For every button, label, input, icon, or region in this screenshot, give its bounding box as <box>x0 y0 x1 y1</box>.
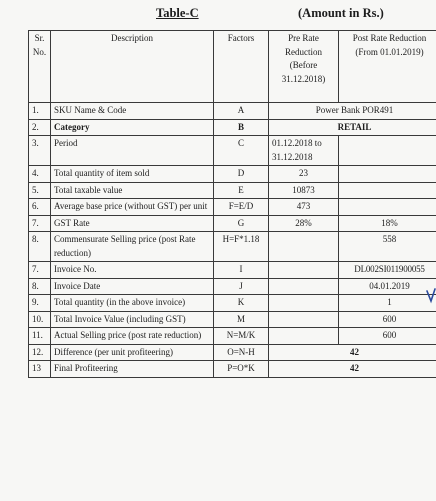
pre-value-cell <box>269 278 339 295</box>
pre-value-cell <box>269 232 339 262</box>
description-cell: Invoice Date <box>51 278 214 295</box>
table-row <box>29 182 436 199</box>
pre-value-cell <box>269 262 339 279</box>
factor-cell: M <box>214 311 269 328</box>
factor-cell: I <box>214 262 269 279</box>
factor-cell: C <box>214 136 269 166</box>
sr-cell: 7. <box>29 262 51 279</box>
sr-cell: 2. <box>29 119 51 136</box>
header-sr: Sr. No. <box>29 31 51 103</box>
factor-cell: J <box>214 278 269 295</box>
pre-value-cell <box>269 328 339 345</box>
header-description: Description <box>51 31 214 103</box>
pre-value-cell: 01.12.2018 to 31.12.2018 <box>269 136 339 166</box>
table-row <box>29 328 436 345</box>
sr-cell: 6. <box>29 199 51 216</box>
table-row <box>29 215 436 232</box>
factor-cell: O=N-H <box>214 344 269 361</box>
merged-value-cell: 42 <box>269 344 436 361</box>
description-cell: GST Rate <box>51 215 214 232</box>
merged-value-cell: Power Bank POR491 <box>269 103 436 120</box>
table-row <box>29 278 436 295</box>
post-value-cell: 600 <box>339 328 436 345</box>
post-value-cell: 1 <box>339 295 436 312</box>
description-cell: Final Profiteering <box>51 361 214 378</box>
table-title: Table-C <box>156 6 199 20</box>
table-row <box>29 232 436 262</box>
post-value-cell: 558 <box>339 232 436 262</box>
header-row <box>29 31 436 103</box>
table-row <box>29 166 436 183</box>
merged-value-cell: RETAIL <box>269 119 436 136</box>
sr-cell: 8. <box>29 232 51 262</box>
factor-cell: F=E/D <box>214 199 269 216</box>
table-row <box>29 136 436 166</box>
sr-cell: 3. <box>29 136 51 166</box>
profiteering-table <box>28 30 436 378</box>
amount-note: (Amount in Rs.) <box>298 6 384 20</box>
description-cell: Actual Selling price (post rate reduction) <box>51 328 214 345</box>
pre-value-cell: 473 <box>269 199 339 216</box>
post-value-cell: 18% <box>339 215 436 232</box>
table-row <box>29 311 436 328</box>
factor-cell: A <box>214 103 269 120</box>
post-value-cell: DL002SI011900055 <box>339 262 436 279</box>
pre-value-cell <box>269 311 339 328</box>
header-pre-rate: Pre Rate Reduction (Before 31.12.2018) <box>269 31 339 103</box>
table-row <box>29 262 436 279</box>
description-cell: Commensurate Selling price (post Rate reduction) <box>51 232 214 262</box>
sr-cell: 8. <box>29 278 51 295</box>
table-row <box>29 103 436 120</box>
sr-cell: 5. <box>29 182 51 199</box>
post-value-cell <box>339 199 436 216</box>
header-post-rate: Post Rate Reduction (From 01.01.2019) <box>339 31 436 103</box>
factor-cell: E <box>214 182 269 199</box>
factor-cell: N=M/K <box>214 328 269 345</box>
pre-value-cell <box>269 295 339 312</box>
sr-cell: 4. <box>29 166 51 183</box>
pre-value-cell: 10873 <box>269 182 339 199</box>
table-row <box>29 361 436 378</box>
description-cell: Average base price (without GST) per unit <box>51 199 214 216</box>
header-factors: Factors <box>214 31 269 103</box>
merged-value-cell: 42 <box>269 361 436 378</box>
description-cell: Total quantity of item sold <box>51 166 214 183</box>
description-cell: Category <box>51 119 214 136</box>
post-value-cell <box>339 182 436 199</box>
factor-cell: P=O*K <box>214 361 269 378</box>
factor-cell: H=F*1.18 <box>214 232 269 262</box>
table-row <box>29 344 436 361</box>
sr-cell: 12. <box>29 344 51 361</box>
description-cell: Invoice No. <box>51 262 214 279</box>
sr-cell: 13 <box>29 361 51 378</box>
description-cell: Total Invoice Value (including GST) <box>51 311 214 328</box>
post-value-cell <box>339 136 436 166</box>
factor-cell: D <box>214 166 269 183</box>
pre-value-cell: 28% <box>269 215 339 232</box>
description-cell: Total taxable value <box>51 182 214 199</box>
description-cell: Difference (per unit profiteering) <box>51 344 214 361</box>
post-value-cell <box>339 166 436 183</box>
table-heading <box>0 2 436 24</box>
description-cell: SKU Name & Code <box>51 103 214 120</box>
factor-cell: B <box>214 119 269 136</box>
factor-cell: K <box>214 295 269 312</box>
handwritten-tick-mark <box>426 288 436 304</box>
sr-cell: 7. <box>29 215 51 232</box>
sr-cell: 11. <box>29 328 51 345</box>
sr-cell: 10. <box>29 311 51 328</box>
description-cell: Total quantity (in the above invoice) <box>51 295 214 312</box>
post-value-cell: 600 <box>339 311 436 328</box>
table-row <box>29 119 436 136</box>
table-row <box>29 295 436 312</box>
table-row <box>29 199 436 216</box>
factor-cell: G <box>214 215 269 232</box>
description-cell: Period <box>51 136 214 166</box>
sr-cell: 9. <box>29 295 51 312</box>
sr-cell: 1. <box>29 103 51 120</box>
pre-value-cell: 23 <box>269 166 339 183</box>
post-value-cell: 04.01.2019 <box>339 278 436 295</box>
